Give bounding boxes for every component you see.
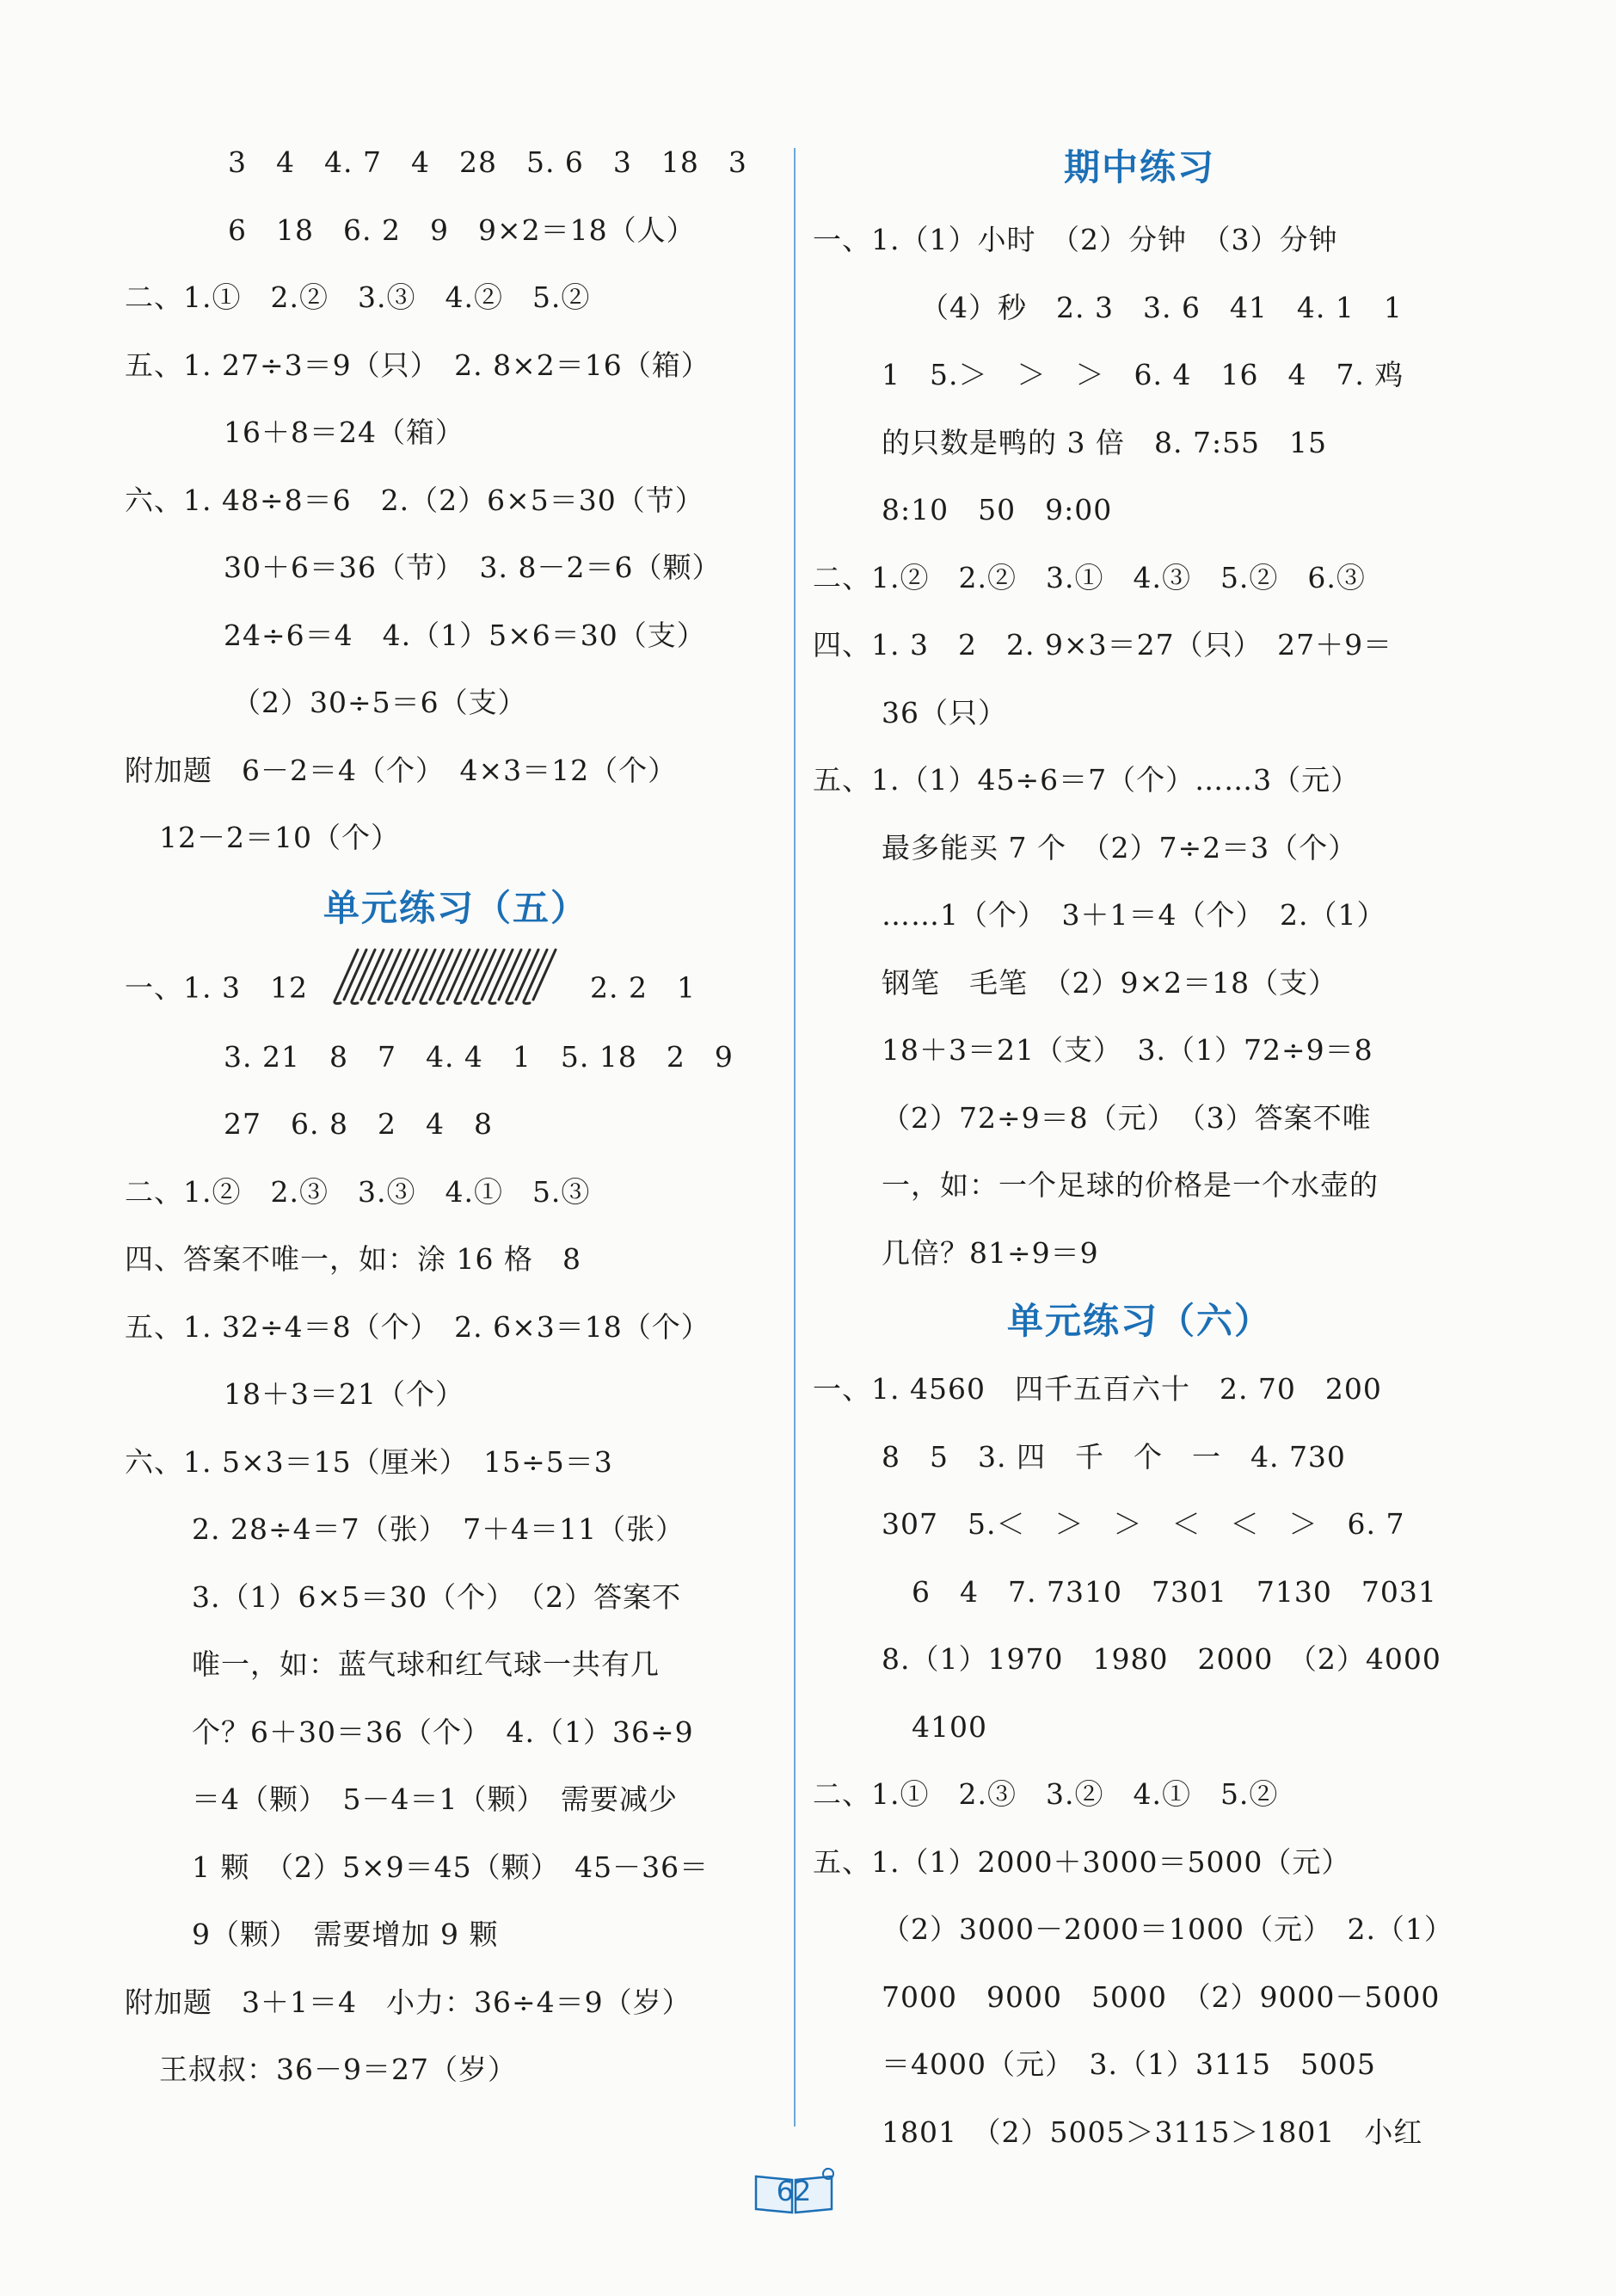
answer-line: 二、1.① 2.③ 3.② 4.① 5.②	[813, 1777, 1279, 1811]
answer-line: （2）30÷5＝6（支）	[232, 686, 527, 719]
answer-line: 六、1. 48÷8＝6 2.（2）6×5＝30（节）	[125, 483, 704, 517]
answer-line: 1 5.＞ ＞ ＞ 6. 4 16 4 7. 鸡	[882, 358, 1404, 391]
answer-line: （2）3000－2000＝1000（元） 2.（1）	[882, 1912, 1453, 1946]
answer-line: ＝4000（元） 3.（1）3115 5005	[882, 2047, 1376, 2081]
answer-line: ……1（个） 3＋1＝4（个） 2.（1）	[882, 898, 1386, 932]
answer-line: 唯一，如：蓝气球和红气球一共有几	[192, 1647, 660, 1681]
answer-line: 五、1. 32÷4＝8（个） 2. 6×3＝18（个）	[125, 1309, 710, 1344]
answer-line: 3 4 4. 7 4 28 5. 6 3 18 3	[228, 145, 747, 179]
answer-line: 王叔叔：36－9＝27（岁）	[159, 2053, 517, 2086]
answer-line: 16＋8＝24（箱）	[224, 415, 464, 449]
answer-line: （2）72÷9＝8（元） （3）答案不唯	[882, 1100, 1372, 1135]
answer-line: 四、1. 3 2 2. 9×3＝27（只） 27＋9＝	[813, 628, 1393, 662]
answer-line: 2. 28÷4＝7（张） 7＋4＝11（张）	[192, 1512, 685, 1546]
answer-line: 6 18 6. 2 9 9×2＝18（人）	[228, 212, 696, 247]
answer-line: 五、1.（1）45÷6＝7（个）……3（元）	[813, 763, 1361, 797]
answer-line: 五、1. 27÷3＝9（只） 2. 8×2＝16（箱）	[125, 348, 710, 382]
answer-line: 几倍？81÷9＝9	[882, 1235, 1099, 1270]
answer-line: 附加题 3＋1＝4 小力：36÷4＝9（岁）	[125, 1985, 691, 2019]
right-column	[813, 129, 1466, 2166]
section-title-unit6: 单元练习（六）	[1006, 1300, 1272, 1342]
answer-line: 一，如：一个足球的价格是一个水壶的	[882, 1168, 1379, 1202]
answer-line: 7000 9000 5000 （2）9000－5000	[882, 1979, 1441, 2014]
answer-line: 五、1.（1）2000＋3000＝5000（元）	[813, 1844, 1351, 1879]
answer-line: 六、1. 5×3＝15（厘米） 15÷5＝3	[125, 1444, 613, 1479]
page-number: 62	[776, 2175, 812, 2207]
answer-line: 30＋6＝36（节） 3. 8－2＝6（颗）	[224, 551, 722, 584]
answer-line: 4100	[912, 1709, 987, 1744]
answer-line: 12－2＝10（个）	[159, 821, 400, 854]
answer-line: 二、1.① 2.② 3.③ 4.② 5.②	[125, 280, 591, 314]
answer-text: 一、1. 3 12	[125, 970, 308, 1004]
answer-line: 3.（1）6×5＝30（个） （2）答案不	[192, 1579, 682, 1614]
section-title-midterm: 期中练习	[1063, 146, 1215, 188]
answer-line: 8:10 50 9:00	[882, 493, 1113, 526]
answer-line: 8 5 3. 四 千 个 一 4. 730	[882, 1439, 1346, 1474]
column-divider	[794, 148, 796, 2127]
answer-line: 附加题 6－2＝4（个） 4×3＝12（个）	[125, 753, 678, 787]
answer-line: 1 颗 （2）5×9＝45（颗） 45－36＝	[192, 1850, 710, 1884]
answer-line: 的只数是鸭的 3 倍 8. 7:55 15	[882, 425, 1328, 459]
answer-line: 最多能买 7 个 （2）7÷2＝3（个）	[882, 830, 1358, 865]
sticks-bundle-icon	[329, 945, 569, 1035]
answer-line: 二、1.② 2.③ 3.③ 4.① 5.③	[125, 1174, 591, 1209]
answer-line: 9（颗） 需要增加 9 颗	[192, 1917, 499, 1951]
answer-line: 1801 （2）5005＞3115＞1801 小红	[882, 2114, 1423, 2149]
answer-line: 27 6. 8 2 4 8	[224, 1107, 493, 1141]
answer-line: 18＋3＝21（个）	[224, 1377, 464, 1411]
answer-line: 36（只）	[882, 695, 1007, 729]
answer-line: 个？6＋30＝36（个） 4.（1）36÷9	[192, 1714, 694, 1749]
answer-line: 一、1. 4560 四千五百六十 2. 70 200	[813, 1372, 1382, 1406]
answer-line: 8.（1）1970 1980 2000 （2）4000	[882, 1642, 1441, 1676]
answer-line: 18＋3＝21（支） 3.（1）72÷9＝8	[882, 1033, 1373, 1067]
answer-line: 3. 21 8 7 4. 4 1 5. 18 2 9	[224, 1039, 734, 1074]
answer-line: 307 5.＜ ＞ ＞ ＜ ＜ ＞ 6. 7	[882, 1507, 1405, 1541]
answer-line: 钢笔 毛笔 （2）9×2＝18（支）	[882, 965, 1338, 1000]
answer-line: ＝4（颗） 5－4＝1（颗） 需要减少	[192, 1782, 678, 1816]
page-number-badge	[753, 2168, 835, 2214]
answer-line: （4）秒 2. 3 3. 6 41 4. 1 1	[920, 290, 1403, 324]
left-column	[125, 129, 787, 2104]
answer-line-with-sticks	[125, 945, 787, 1024]
answer-line: 6 4 7. 7310 7301 7130 7031	[912, 1574, 1437, 1609]
answer-line: 四、答案不唯一，如：涂 16 格 8	[125, 1242, 581, 1276]
answer-text: 2. 2 1	[589, 970, 696, 1004]
section-title-unit5: 单元练习（五）	[323, 886, 588, 929]
answer-line: 24÷6＝4 4.（1）5×6＝30（支）	[224, 618, 706, 652]
answer-line: 二、1.② 2.② 3.① 4.③ 5.② 6.③	[813, 560, 1366, 594]
answer-line: 一、1.（1）小时 （2）分钟 （3）分钟	[813, 223, 1338, 256]
